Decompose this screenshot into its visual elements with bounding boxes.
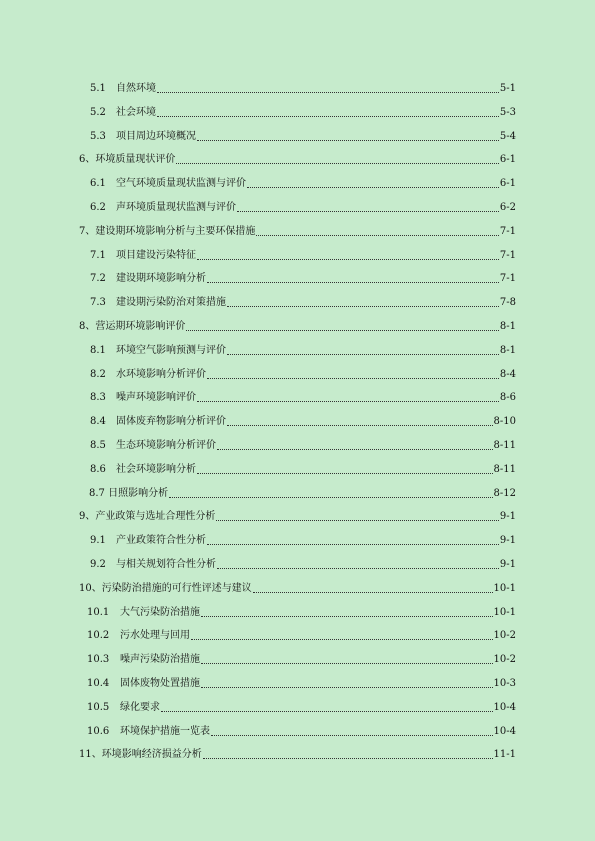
toc-entry-title: 空气环境质量现状监测与评价 (116, 178, 246, 190)
toc-entry-page: 6-1 (499, 178, 516, 190)
toc-entry-number: 5.2 (90, 106, 106, 118)
toc-entry-title: 社会环境影响分析 (116, 463, 196, 475)
toc-entry-number: 9.1 (90, 535, 106, 547)
toc-entry-number: 10.6 (87, 725, 110, 737)
toc-entry-number: 10.4 (87, 678, 110, 689)
toc-entry-title: 绿化要求 (120, 701, 160, 713)
toc-entry-title: 环境保护措施一览表 (120, 725, 210, 737)
toc-entry[interactable] (0, 296, 595, 310)
toc-entry-number: 10.3 (87, 654, 110, 666)
toc-entry[interactable] (0, 534, 595, 548)
toc-entry-number: 5.3 (90, 130, 106, 142)
toc-leader-dots (201, 653, 493, 664)
toc-entry-title: 项目建设污染特征 (116, 249, 196, 261)
toc-leader-dots (227, 344, 499, 355)
toc-entry-page: 11-1 (493, 749, 516, 761)
toc-entry-page: 8-10 (493, 416, 516, 428)
toc-entry-title: 7、建设期环境影响分析与主要环保措施 (79, 225, 256, 237)
toc-entry-page: 7-1 (499, 225, 516, 237)
toc-leader-dots (207, 368, 499, 379)
toc-entry-title: 10、污染防治措施的可行性评述与建议 (79, 582, 252, 594)
toc-entry-page: 8-1 (499, 321, 516, 332)
toc-entry-number: 7.2 (90, 273, 106, 285)
toc-entry-page: 10-2 (493, 654, 516, 666)
toc-entry[interactable] (0, 153, 595, 167)
toc-entry-title: 建设期污染防治对策措施 (116, 297, 226, 309)
toc-leader-dots (157, 82, 499, 93)
toc-leader-dots (197, 463, 493, 474)
toc-entry-page: 9-1 (499, 511, 516, 523)
toc-leader-dots (197, 391, 499, 402)
toc-entry-title: 自然环境 (116, 83, 156, 94)
toc-entry[interactable] (0, 439, 595, 453)
toc-entry-number: 7.3 (90, 297, 106, 309)
toc-entry[interactable] (0, 629, 595, 643)
toc-entry-number: 8.3 (90, 392, 106, 404)
toc-entry-title: 固体废物处置措施 (120, 678, 200, 689)
toc-entry[interactable] (0, 463, 595, 477)
toc-leader-dots (169, 487, 493, 498)
toc-entry-page: 10-4 (493, 725, 516, 737)
toc-entry[interactable] (0, 582, 595, 596)
toc-entry-title: 9、产业政策与选址合理性分析 (79, 511, 216, 523)
toc-entry-page: 6-1 (499, 154, 516, 166)
toc-entry-title: 项目周边环境概况 (116, 130, 196, 142)
toc-entry[interactable] (0, 558, 595, 572)
toc-leader-dots (207, 534, 499, 545)
toc-entry-number: 6.1 (90, 178, 106, 190)
toc-entry[interactable] (0, 130, 595, 144)
toc-leader-dots (191, 629, 493, 640)
toc-entry-page: 5-3 (499, 106, 516, 118)
toc-entry-number: 7.1 (90, 249, 106, 261)
toc-entry-title: 水环境影响分析评价 (116, 368, 206, 380)
toc-entry-title: 噪声环境影响评价 (116, 392, 196, 404)
toc-entry-number: 8.4 (90, 416, 106, 428)
toc-entry[interactable] (0, 748, 595, 762)
toc-entry-title: 社会环境 (116, 106, 156, 118)
toc-entry-title: 噪声污染防治措施 (120, 654, 200, 666)
toc-entry-page: 10-3 (493, 678, 516, 689)
toc-entry-number: 10.2 (87, 630, 110, 642)
toc-entry-title: 11、环境影响经济损益分析 (79, 749, 202, 761)
toc-entry-title: 6、环境质量现状评价 (79, 154, 176, 166)
toc-entry-title: 与相关规划符合性分析 (116, 559, 216, 570)
toc-entry-title: 声环境质量现状监测与评价 (116, 202, 236, 213)
toc-entry[interactable] (0, 368, 595, 382)
toc-entry[interactable] (0, 106, 595, 120)
toc-leader-dots (161, 701, 493, 712)
toc-leader-dots (176, 153, 499, 164)
toc-leader-dots (237, 201, 499, 212)
toc-leader-dots (217, 439, 493, 450)
toc-entry[interactable] (0, 415, 595, 429)
toc-entry-number: 8.6 (90, 463, 106, 475)
toc-entry-number: 5.1 (90, 83, 106, 94)
toc-entry-page: 10-2 (493, 630, 516, 642)
toc-entry-title: 8.7 日照影响分析 (89, 487, 169, 499)
toc-entry-number: 10.1 (87, 606, 110, 618)
toc-entry-page: 6-2 (499, 202, 516, 213)
toc-entry-page: 8-4 (499, 368, 516, 380)
toc-entry[interactable] (0, 606, 595, 620)
toc-entry-number: 6.2 (90, 202, 106, 213)
toc-entry[interactable] (0, 82, 595, 96)
toc-entry-title: 环境空气影响预测与评价 (116, 344, 226, 356)
toc-entry-number: 8.1 (90, 344, 106, 356)
toc-entry-title: 产业政策符合性分析 (116, 535, 206, 547)
toc-entry-title: 建设期环境影响分析 (116, 273, 206, 285)
toc-entry[interactable] (0, 320, 595, 334)
toc-entry[interactable] (0, 344, 595, 358)
toc-entry[interactable] (0, 653, 595, 667)
toc-entry[interactable] (0, 701, 595, 715)
toc-entry-title: 生态环境影响分析评价 (116, 440, 216, 451)
toc-entry[interactable] (0, 391, 595, 405)
toc-entry[interactable] (0, 249, 595, 263)
toc-leader-dots (256, 225, 499, 236)
toc-leader-dots (253, 582, 493, 593)
toc-entry-title: 8、营运期环境影响评价 (79, 321, 186, 332)
toc-leader-dots (197, 130, 499, 141)
toc-entry-page: 9-1 (499, 535, 516, 547)
toc-entry-number: 8.5 (90, 440, 106, 451)
toc-leader-dots (201, 677, 493, 688)
toc-entry-page: 7-1 (499, 273, 516, 285)
toc-entry-page: 9-1 (499, 559, 516, 570)
toc-leader-dots (201, 606, 493, 617)
toc-entry[interactable] (0, 177, 595, 191)
toc-leader-dots (217, 558, 499, 569)
toc-leader-dots (197, 249, 499, 260)
toc-leader-dots (247, 177, 499, 188)
toc-entry-page: 10-4 (493, 701, 516, 713)
toc-entry-page: 5-4 (499, 130, 516, 142)
toc-entry[interactable] (0, 201, 595, 215)
toc-entry-page: 7-1 (499, 249, 516, 261)
toc-entry-page: 10-1 (493, 582, 516, 594)
toc-entry-page: 8-11 (493, 440, 516, 451)
toc-entry[interactable] (0, 677, 595, 691)
toc-leader-dots (157, 106, 499, 117)
toc-entry-page: 8-12 (493, 487, 516, 499)
toc-leader-dots (227, 296, 499, 307)
toc-entry-page: 8-11 (493, 463, 516, 475)
toc-entry[interactable] (0, 725, 595, 739)
toc-entry[interactable] (0, 487, 595, 501)
toc-entry[interactable] (0, 272, 595, 286)
toc-entry-page: 5-1 (499, 83, 516, 94)
toc-entry[interactable] (0, 510, 595, 524)
toc-entry-page: 8-6 (499, 392, 516, 404)
toc-leader-dots (227, 415, 493, 426)
toc-entry[interactable] (0, 225, 595, 239)
toc-entry-number: 9.2 (90, 559, 106, 570)
toc-leader-dots (207, 272, 499, 283)
toc-entry-title: 固体废弃物影响分析评价 (116, 416, 226, 428)
toc-entry-number: 8.2 (90, 368, 106, 380)
toc-entry-title: 污水处理与回用 (120, 630, 190, 642)
toc-leader-dots (186, 320, 499, 331)
toc-leader-dots (203, 748, 493, 759)
toc-entry-page: 10-1 (493, 606, 516, 618)
toc-leader-dots (211, 725, 493, 736)
toc-entry-title: 大气污染防治措施 (120, 606, 200, 618)
toc-leader-dots (216, 510, 499, 521)
toc-entry-page: 8-1 (499, 344, 516, 356)
toc-entry-number: 10.5 (87, 701, 110, 713)
toc-entry-page: 7-8 (499, 297, 516, 309)
